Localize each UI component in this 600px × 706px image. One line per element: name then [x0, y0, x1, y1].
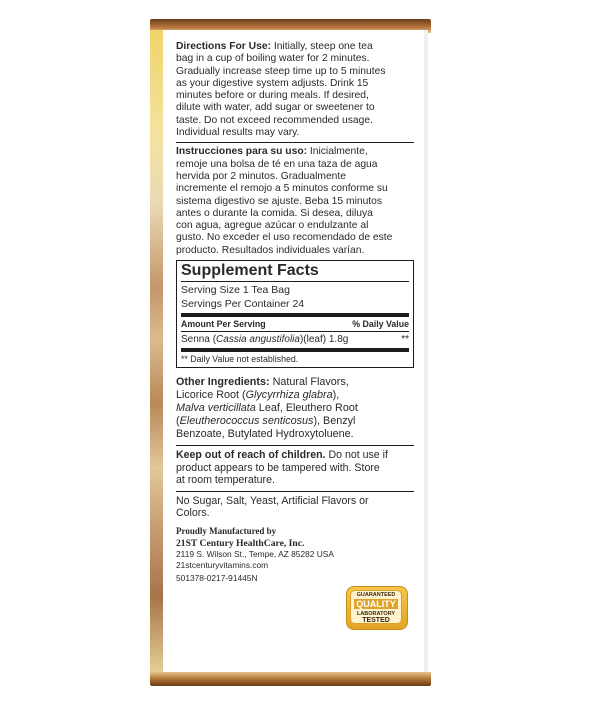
- ingredient-name: [181, 333, 348, 346]
- ingredient-daily-value: **: [401, 334, 409, 346]
- free-from-line: No Sugar, Salt, Yeast, Artificial Flavors or: [176, 494, 369, 507]
- instrucciones-line: con agua, agregue azúcar o endulzante al: [176, 220, 369, 232]
- directions-line: Initially, steep one tea: [270, 41, 373, 52]
- section-divider: [176, 491, 414, 492]
- manufacturer-address: 2119 S. Wilson St., Tempe, AZ 85282 USA: [176, 549, 334, 560]
- quality-seal: [346, 586, 406, 628]
- other-ingredients-line: Benzoate, Butylated Hydroxytoluene.: [176, 428, 354, 441]
- instrucciones-line: incremente el remojo a 5 minutos conforme su: [176, 183, 388, 195]
- instrucciones-line: hervida por 2 minutos. Gradualmente: [176, 170, 346, 182]
- section-divider: [176, 445, 414, 446]
- seal-line: LABORATORY: [356, 611, 396, 617]
- warning-line: product appears to be tampered with. Store: [176, 461, 380, 474]
- label-content: [176, 41, 414, 584]
- other-ingredients-latin: Glycyrrhiza glabra: [245, 389, 333, 402]
- serving-size: Serving Size 1 Tea Bag: [181, 284, 290, 297]
- ingredient-latin: Cassia angustifolia: [216, 334, 300, 346]
- manufacturer-name: 21ST Century HealthCare, Inc.: [176, 537, 305, 549]
- other-ingredients-line: ), Benzyl: [313, 415, 356, 428]
- seal-line: TESTED: [362, 617, 390, 624]
- facts-column-headers: [181, 318, 409, 330]
- directions-line: dilute with water, add sugar or sweetener to: [176, 102, 375, 114]
- facts-thick-rule: [181, 348, 409, 352]
- instrucciones-line: producto. Resultados individuales varían.: [176, 244, 365, 256]
- directions-line: Individual results may vary.: [176, 127, 300, 139]
- other-ingredients-line: Licorice Root (: [176, 389, 246, 402]
- instrucciones-line: remoje una bolsa de té en una taza de agua: [176, 158, 378, 170]
- instrucciones-heading: Instrucciones para su uso:: [176, 146, 308, 158]
- facts-footnote: ** Daily Value not established.: [181, 354, 299, 365]
- directions-line: minutes before or during meals. If desired,: [176, 90, 369, 102]
- box-bottom-edge: [150, 672, 431, 686]
- box-side-strip: [150, 30, 163, 674]
- daily-value-header: % Daily Value: [352, 319, 409, 330]
- warning-line: at room temperature.: [176, 474, 275, 487]
- ingredient-row: [181, 333, 409, 346]
- directions-line: as your digestive system adjusts. Drink 15: [176, 77, 369, 89]
- other-ingredients-line: Natural Flavors,: [269, 376, 349, 389]
- other-ingredients-heading: Other Ingredients:: [176, 376, 270, 389]
- other-ingredients: [176, 376, 414, 441]
- instrucciones-line: gusto. No exceder el uso recomendado de este: [176, 232, 393, 244]
- supplement-facts-title: Supplement Facts: [181, 262, 319, 280]
- other-ingredients-latin: Malva verticillata: [176, 402, 256, 415]
- free-from-text: [176, 495, 414, 520]
- section-divider: [176, 142, 414, 143]
- facts-rule: [181, 281, 409, 282]
- facts-thick-rule: [181, 313, 409, 317]
- directions-line: taste. Do not exceed recommended usage.: [176, 114, 373, 126]
- directions-line: bag in a cup of boiling water for 2 minutes.: [176, 53, 370, 65]
- ingredient-prefix: Senna (: [181, 334, 217, 346]
- product-code: 501378-0217-91445N: [176, 573, 258, 584]
- instrucciones-line: Inicialmente,: [307, 146, 368, 158]
- seal-line: GUARANTEED: [356, 592, 396, 598]
- box-right-edge: [424, 30, 428, 674]
- directions-line: Gradually increase steep time up to 5 minutes: [176, 65, 386, 77]
- manufacturer-website: 21stcenturyvitamins.com: [176, 560, 269, 571]
- directions-spanish: [176, 146, 414, 257]
- instrucciones-line: antes o durante la comida. Si desea, diluya: [176, 207, 373, 219]
- other-ingredients-latin: Eleutherococcus senticosus: [179, 415, 314, 428]
- other-ingredients-line: Leaf, Eleuthero Root: [255, 402, 358, 415]
- manufacturer-block: [176, 526, 414, 549]
- free-from-line: Colors.: [176, 507, 210, 520]
- servings-per-container: Servings Per Container 24: [181, 298, 305, 311]
- other-ingredients-line: ),: [332, 389, 340, 402]
- ingredient-suffix: )(leaf) 1.8g: [299, 334, 349, 346]
- instrucciones-line: sistema digestivo se ajuste. Beba 15 minutos: [176, 195, 383, 207]
- warning-line: Do not use if: [325, 449, 388, 462]
- manufacturer-label: Proudly Manufactured by: [176, 526, 277, 537]
- warning-text: [176, 449, 414, 487]
- supplement-facts-panel: [176, 260, 414, 368]
- warning-heading: Keep out of reach of children.: [176, 449, 326, 462]
- facts-rule: [181, 331, 409, 332]
- directions-heading: Directions For Use:: [176, 41, 271, 52]
- directions-english: [176, 41, 414, 139]
- seal-line: QUALITY: [354, 599, 398, 609]
- amount-per-serving-header: Amount Per Serving: [181, 319, 266, 330]
- other-ingredients-line: (: [176, 415, 180, 428]
